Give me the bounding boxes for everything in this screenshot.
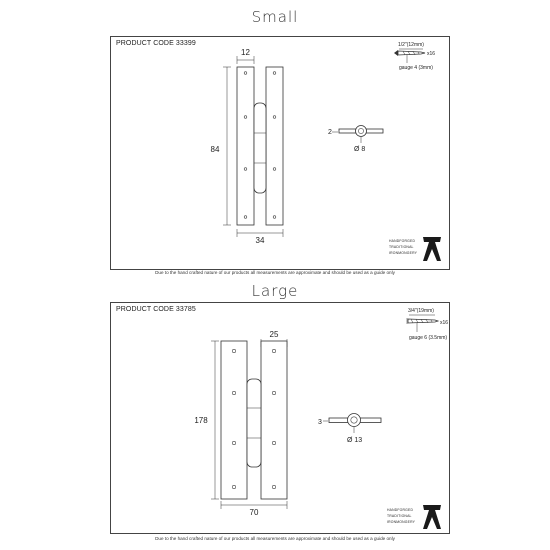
large-screw-hole (232, 441, 235, 444)
large-screw-length: 3/4"(19mm) (408, 308, 434, 314)
large-screw-qty: x16 (440, 320, 449, 326)
small-right-leaf (266, 67, 283, 225)
small-section-title: Small (251, 8, 299, 26)
large-screw-hole (232, 391, 235, 394)
small-screw-hole (273, 72, 276, 75)
small-screw-hole (273, 168, 276, 171)
svg-text:IRONMONGERY: IRONMONGERY (389, 251, 418, 255)
svg-text:HANDFORGED: HANDFORGED (389, 239, 416, 243)
small-screw-qty: x16 (427, 51, 436, 57)
large-knuckle-diameter: Ø 13 (347, 437, 363, 444)
small-screw-length: 1/2"(12mm) (398, 42, 424, 48)
large-height-dimension: 178 (194, 416, 208, 425)
small-screw-gauge: gauge 4 (3mm) (399, 65, 433, 71)
small-knuckle-thickness: 2 (328, 129, 332, 136)
small-left-leaf (237, 67, 254, 225)
small-screw-hole (244, 72, 247, 75)
large-left-leaf (221, 341, 247, 499)
small-hinge-drawing (111, 37, 449, 269)
small-product-code: PRODUCT CODE 33399 (116, 40, 196, 47)
anvil-icon (423, 237, 441, 261)
large-screw-hole (272, 485, 275, 488)
small-drawing-panel (110, 36, 450, 270)
small-brand-logo (389, 237, 441, 261)
small-screw-hole (244, 116, 247, 119)
small-knuckle-diameter: Ø 8 (354, 146, 366, 153)
large-screw-hole (232, 349, 235, 352)
large-right-leaf (261, 341, 287, 499)
svg-text:TRADITIONAL: TRADITIONAL (387, 514, 412, 518)
large-screw-hole (232, 485, 235, 488)
large-knuckle (247, 379, 261, 467)
large-disclaimer: Due to the hand crafted nature of our products all measurements are approximate and should be used as a guide only (155, 536, 395, 541)
small-width-dimension: 12 (241, 48, 250, 57)
large-product-code: PRODUCT CODE 33785 (116, 306, 196, 313)
small-screw-hole (273, 116, 276, 119)
large-hinge-drawing (111, 303, 449, 533)
small-knuckle (254, 103, 266, 193)
svg-text:TRADITIONAL: TRADITIONAL (389, 245, 414, 249)
small-screw-head (394, 50, 398, 56)
large-total-width-dimension: 70 (249, 508, 259, 517)
large-screw-gauge: gauge 6 (3.5mm) (409, 335, 448, 341)
anvil-icon (423, 505, 441, 529)
small-height-dimension: 84 (210, 145, 220, 154)
svg-text:IRONMONGERY: IRONMONGERY (387, 520, 416, 524)
large-width-dimension: 25 (269, 330, 279, 339)
small-screw-icon (398, 51, 425, 55)
large-screw-hole (272, 441, 275, 444)
large-screw-hole (272, 391, 275, 394)
small-screw-hole (273, 216, 276, 219)
large-brand-logo (387, 505, 441, 529)
large-section-title: Large (251, 282, 299, 300)
small-disclaimer: Due to the hand crafted nature of our products all measurements are approximate and should be used as a guide only (155, 270, 395, 275)
svg-text:HANDFORGED: HANDFORGED (387, 508, 414, 512)
small-screw-hole (244, 216, 247, 219)
large-screw-hole (272, 349, 275, 352)
large-drawing-panel (110, 302, 450, 534)
large-knuckle-thickness: 3 (318, 419, 322, 426)
small-screw-hole (244, 168, 247, 171)
small-total-width-dimension: 34 (255, 236, 265, 245)
